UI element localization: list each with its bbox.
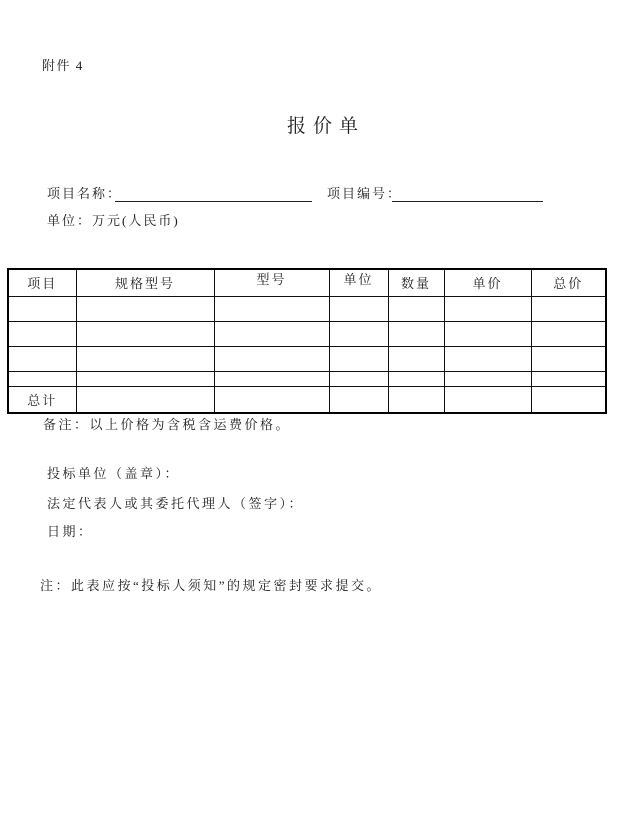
table-cell [388, 346, 444, 371]
table-total-row [8, 386, 606, 413]
table-cell [531, 386, 606, 413]
table-cell [329, 386, 388, 413]
table-cell [329, 321, 388, 346]
table-cell [444, 346, 531, 371]
table-cell [329, 296, 388, 321]
attachment-label: 附件 4 [42, 58, 84, 73]
table-cell [214, 346, 329, 371]
col-header-spec-model: 规格型号 [76, 269, 214, 296]
table-cell [531, 321, 606, 346]
table-cell [76, 321, 214, 346]
table-cell [388, 321, 444, 346]
table-cell [388, 296, 444, 321]
legal-rep-signature-label: 法定代表人或其委托代理人（签字）： [47, 496, 305, 511]
table-cell [8, 346, 76, 371]
col-header-quantity: 数量 [388, 269, 444, 296]
bidder-seal-label: 投标单位（盖章）： [47, 466, 181, 481]
table-cell [214, 371, 329, 386]
table-cell [76, 346, 214, 371]
col-header-item: 项目 [8, 269, 76, 296]
table-cell [329, 346, 388, 371]
table-row [8, 321, 606, 346]
table-cell [8, 321, 76, 346]
table-cell [531, 346, 606, 371]
table-cell [214, 386, 329, 413]
project-no-blank-line [392, 186, 543, 202]
table-cell [76, 296, 214, 321]
table-cell [531, 371, 606, 386]
project-no-label: 项目编号： [327, 186, 403, 201]
col-header-total-price: 总价 [531, 269, 606, 296]
unit-label: 单位：万元(人民币) [47, 213, 180, 228]
total-label: 总计 [8, 386, 76, 413]
table-cell [8, 371, 76, 386]
table-row [8, 296, 606, 321]
project-name-blank-line [115, 186, 312, 202]
table-cell [444, 296, 531, 321]
table-row [8, 346, 606, 371]
quotation-table [7, 268, 607, 414]
table-header-row [8, 269, 606, 296]
date-label: 日期： [47, 524, 94, 539]
col-header-unit-price: 单价 [444, 269, 531, 296]
page-title: 报价单 [286, 116, 365, 137]
table-cell [329, 371, 388, 386]
table-cell [8, 296, 76, 321]
table-cell [76, 371, 214, 386]
table-cell [531, 296, 606, 321]
project-name-label: 项目名称： [47, 186, 123, 201]
table-cell [214, 321, 329, 346]
submit-requirement-note: 注：此表应按“投标人须知”的规定密封要求提交。 [40, 578, 383, 593]
col-header-unit: 单位 [329, 269, 388, 296]
table-cell [214, 296, 329, 321]
price-note: 备注：以上价格为含税含运费价格。 [43, 417, 292, 432]
table-cell [444, 321, 531, 346]
table-cell [388, 386, 444, 413]
table-row [8, 371, 606, 386]
table-cell [388, 371, 444, 386]
table-cell [76, 386, 214, 413]
col-header-model: 型号 [214, 269, 329, 296]
table-cell [444, 386, 531, 413]
table-cell [444, 371, 531, 386]
